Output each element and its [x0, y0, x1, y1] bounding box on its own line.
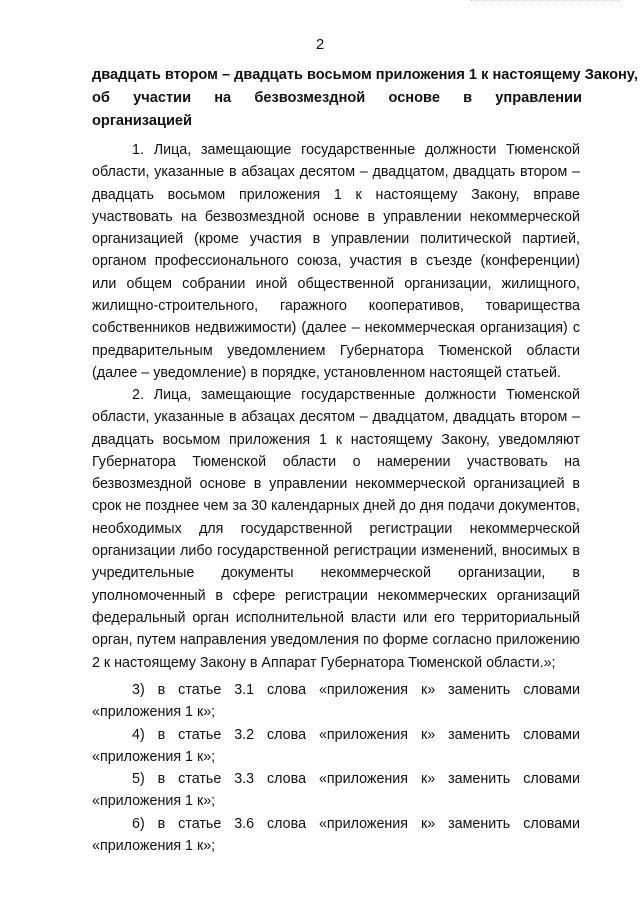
heading-line-3: организацией: [92, 113, 193, 129]
page-number: 2: [315, 36, 325, 53]
paragraph-1: 1. Лица, замещающие государственные должности Тюменской области, указанные в абзацах десятом – двадцатом, двадцать втором – двадцать восьмом приложения 1 к настоящему Закону, вправе участвовать на безвозмездной основе в управлении некоммерческой организацией (кроме участия в управлении политической партией, органом профессионального союза, участия в съезде (конференции) или общем собрании иной общественной организации, жилищного, жилищно-строительного, гаражного кооперативов, товарищества собственников недвижимости) (далее – некоммерческая организация) с предварительным уведомлением Губернатора Тюменской области (далее – уведомление) в порядке, установленном настоящей статьей.: [92, 142, 580, 381]
list-item-5: 5) в статье 3.3 слова «приложения к» заменить словами «приложения 1 к»;: [92, 771, 580, 810]
list-item-4: 4) в статье 3.2 слова «приложения к» заменить словами «приложения 1 к»;: [92, 727, 580, 766]
scan-header-mark: [470, 0, 620, 5]
list-item-3: 3) в статье 3.1 слова «приложения к» заменить словами «приложения 1 к»;: [92, 682, 580, 721]
heading-line-1: двадцать втором – двадцать восьмом приложения 1 к настоящему Закону,: [92, 67, 638, 83]
list-item-6: 6) в статье 3.6 слова «приложения к» заменить словами «приложения 1 к»;: [92, 816, 580, 855]
paragraph-2: 2. Лица, замещающие государственные должности Тюменской области, указанные в абзацах десятом – двадцатом, двадцать втором – двадцать восьмом приложения 1 к настоящему Закону, уведомляют Губернатора Тюменской области о намерении участвовать на безвозмездной основе в управлении некоммерческой организацией в срок не позднее чем за 30 календарных дней до дня подачи документов, необходимых для государственной регистрации некоммерческой организации либо государственной регистрации изменений, вносимых в учредительные документы некоммерческой организации, в уполномоченный в сфере регистрации некоммерческих организаций федеральный орган исполнительной власти или его территориальный орган, путем направления уведомления по форме согласно приложению 2 к настоящему Закону в Аппарат Губернатора Тюменской области.»;: [92, 387, 580, 671]
heading-line-2: об участии на безвозмездной основе в управлении: [92, 90, 582, 106]
article-heading: [92, 64, 638, 133]
